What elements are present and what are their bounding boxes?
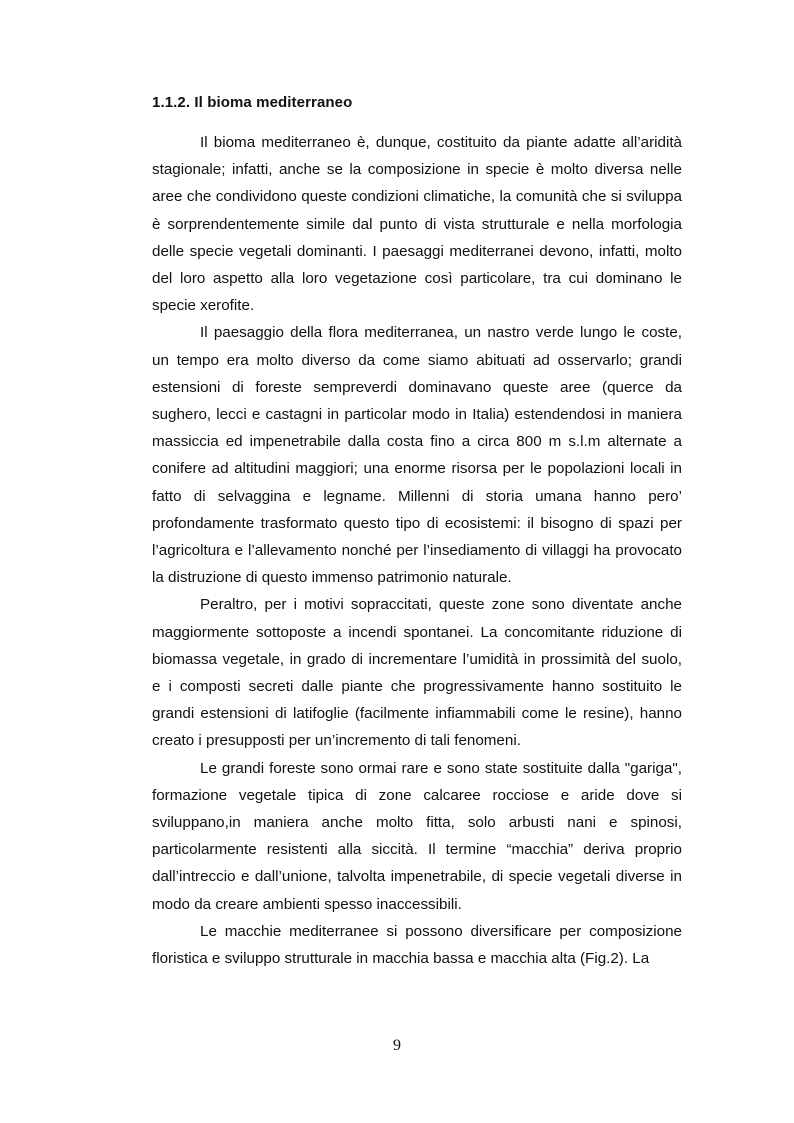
paragraph-4: Le grandi foreste sono ormai rare e sono state sostituite dalla "gariga", formazione vegetale tipica di zone calcaree rocciose e aride dove si sviluppano,in maniera anche molto fitta, solo arbusti nani e spinosi, particolarmente resistenti alla siccità. Il termine “macchia” deriva proprio dall’intreccio e dall’unione, talvolta impenetrabile, di specie vegetali diverse in modo da creare ambienti spesso inaccessibili. — [152, 759, 682, 913]
body-text — [152, 129, 682, 972]
paragraph-1: Il bioma mediterraneo è, dunque, costituito da piante adatte all’aridità stagionale; infatti, anche se la composizione in specie è molto diversa nelle aree che condividono queste condizioni climatiche, la comunità che si sviluppa è sorprendentemente simile dal punto di vista strutturale e nella morfologia delle specie vegetali dominanti. I paesaggi mediterranei devono, infatti, molto del loro aspetto alla loro vegetazione così particolare, tra cui dominano le specie xerofite. — [152, 134, 682, 315]
section-heading: 1.1.2. Il bioma mediterraneo — [152, 94, 353, 111]
page-number: 9 — [393, 1037, 401, 1054]
paragraph-3: Peraltro, per i motivi sopraccitati, queste zone sono diventate anche maggiormente sottoposte a incendi spontanei. La concomitante riduzione di biomassa vegetale, in grado di incrementare l’umidità in prossimità del suolo, e i composti secreti dalle piante che progressivamente hanno sostituito le grandi estensioni di latifoglie (facilmente infiammabili come le resine), hanno creato i presupposti per un’incremento di tali fenomeni. — [152, 596, 682, 750]
paragraph-5: Le macchie mediterranee si possono diversificare per composizione floristica e sviluppo strutturale in macchia bassa e macchia alta (Fig.2). La — [152, 922, 682, 968]
paragraph-2: Il paesaggio della flora mediterranea, un nastro verde lungo le coste, un tempo era molto diverso da come siamo abituati ad osservarlo; grandi estensioni di foreste sempreverdi dominavano queste aree (querce da sughero, lecci e castagni in particolar modo in Italia) estendendosi in maniera massiccia ed impenetrabile dalla costa fino a circa 800 m s.l.m alternate a conifere ad altitudini maggiori; una enorme risorsa per le popolazioni locali in fatto di selvaggina e legname. Millenni di storia umana hanno pero’ profondamente trasformato questo tipo di ecosistemi: il bisogno di spazi per l’agricoltura e l’allevamento nonché per l’insediamento di villaggi ha provocato la distruzione di questo immenso patrimonio naturale. — [152, 324, 682, 587]
